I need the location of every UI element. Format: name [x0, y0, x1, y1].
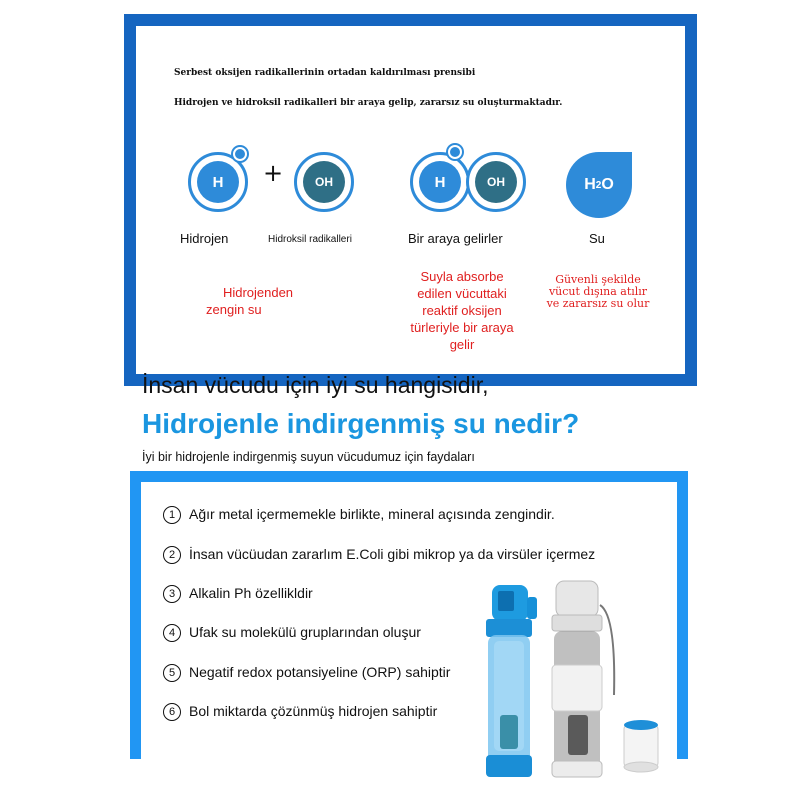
note-combine [392, 268, 532, 353]
note-combine-line: türleriyle bir araya [410, 320, 514, 335]
hydrogen-bottles-image [478, 575, 678, 785]
benefit-text: Negatif redox potansiyeline (ORP) sahiptir [189, 664, 451, 680]
benefit-text: Alkalin Ph özellikldir [189, 585, 313, 601]
benefit-number: 5 [163, 664, 181, 682]
hydroxyl-radical-icon [294, 152, 354, 212]
label-hydroxyl: Hidroksil radikalleri [268, 234, 352, 245]
benefit-item [163, 585, 313, 603]
benefit-text: Bol miktarda çözünmüş hidrojen sahiptir [189, 703, 438, 719]
note-combine-line: Suyla absorbe [420, 269, 504, 284]
combined-hydrogen-symbol: H [419, 161, 461, 203]
note-hydrogen-line: zengin su [206, 302, 262, 317]
principle-diagram-panel [124, 14, 697, 386]
note-hydrogen [198, 284, 318, 318]
benefit-number: 4 [163, 624, 181, 642]
combined-electron-icon [448, 145, 462, 159]
diagram-description: Hidrojen ve hidroksil radikalleri bir araya gelip, zararsız su oluşturmaktadır. [174, 98, 563, 108]
benefit-item [163, 664, 450, 682]
benefit-item [163, 703, 437, 721]
note-combine-line: edilen vücuttaki [417, 286, 507, 301]
water-h: H [584, 176, 596, 193]
benefit-number: 3 [163, 585, 181, 603]
blue-bottle-icon [486, 585, 537, 777]
hydrogen-atom-icon [188, 152, 248, 212]
benefit-text: İnsan vücüudan zararlım E.Coli gibi mikrop ya da virsüler içermez [189, 546, 596, 562]
filter-cartridge-icon [624, 720, 658, 772]
hydroxyl-symbol: OH [303, 161, 345, 203]
note-water [536, 274, 660, 310]
benefit-number: 6 [163, 703, 181, 721]
label-hydrogen: Hidrojen [180, 231, 229, 246]
title-heading: Hidrojenle indirgenmiş su nedir? [142, 408, 580, 439]
note-combine-line: gelir [449, 337, 475, 352]
benefit-item [163, 546, 595, 564]
white-bottle-icon [552, 581, 614, 777]
combined-hydroxyl-symbol: OH [475, 161, 517, 203]
benefit-text: Ağır metal içermemekle birlikte, mineral açısında zengindir. [189, 506, 555, 522]
plus-sign: + [263, 159, 284, 187]
note-water-line: Güvenli şekilde [555, 273, 641, 286]
benefit-item [163, 624, 421, 642]
benefit-item [163, 506, 555, 524]
benefit-number: 1 [163, 506, 181, 524]
note-hydrogen-line: Hidrojenden [222, 285, 294, 300]
combined-hydroxyl-icon [466, 152, 526, 212]
water-drop-icon [566, 152, 632, 218]
benefit-text: Ufak su molekülü gruplarından oluşur [189, 624, 421, 640]
benefit-number: 2 [163, 546, 181, 564]
diagram-subtitle: Serbest oksijen radikallerinin ortadan kaldırılması prensibi [174, 68, 476, 78]
combined-hydrogen-icon [410, 152, 470, 212]
note-water-line: ve zararsız su olur [546, 297, 650, 310]
hydrogen-symbol: H [197, 161, 239, 203]
electron-icon [233, 147, 247, 161]
note-water-line: vücut dışına atılır [548, 285, 648, 298]
note-combine-line: reaktif oksijen [422, 303, 502, 318]
label-water: Su [589, 231, 605, 246]
label-combine: Bir araya gelirler [408, 231, 503, 246]
intro-text: İyi bir hidrojenle indirgenmiş suyun vücudumuz için faydaları [142, 450, 475, 464]
water-sub: 2 [595, 179, 602, 191]
question-heading: İnsan vücudu için iyi su hangisidir, [142, 372, 489, 398]
water-o: O [601, 176, 614, 193]
